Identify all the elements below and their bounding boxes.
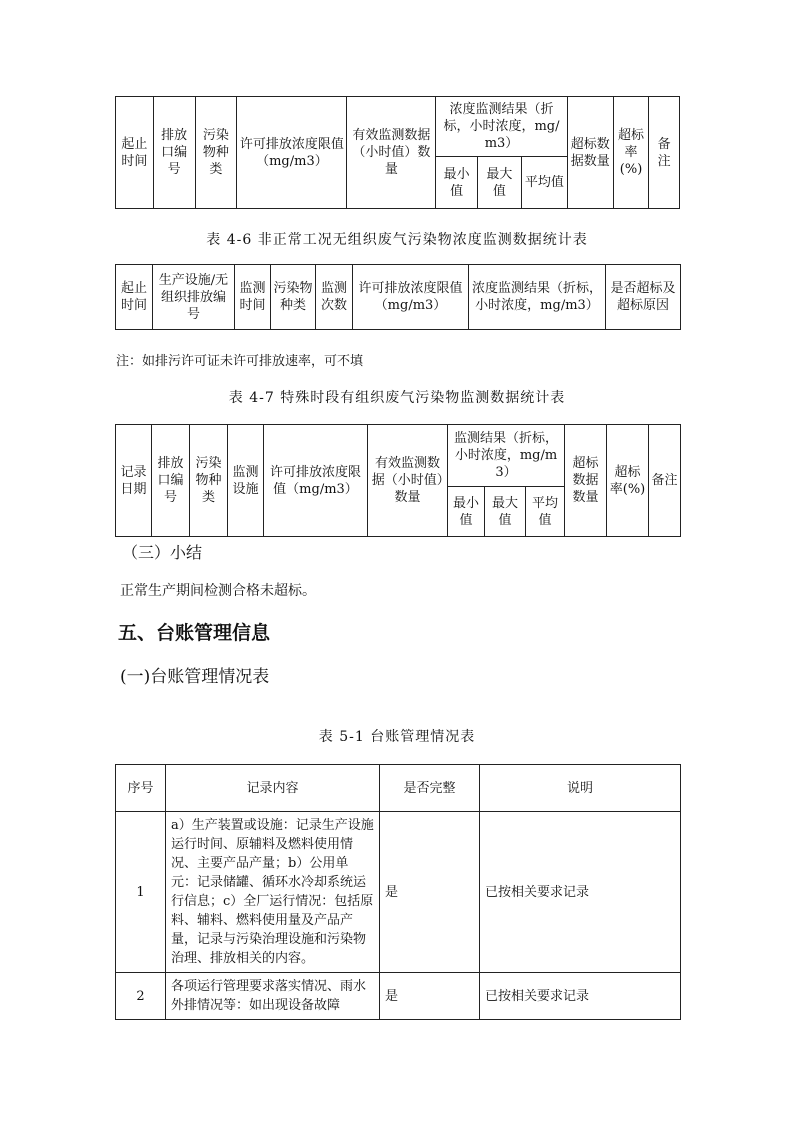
header-record-date: 记录日期 — [116, 425, 152, 537]
header-remark: 备注 — [649, 425, 681, 537]
header-exceed-rate: 超标率(%) — [613, 97, 649, 209]
header-result: 浓度监测结果（折标，小时浓度，mg/m3） — [436, 97, 568, 157]
header-start-time: 起止时间 — [116, 265, 153, 330]
header-monitor-count: 监测次数 — [316, 265, 353, 330]
summary-heading: （三）小结 — [122, 543, 203, 562]
header-no: 序号 — [116, 765, 166, 812]
row-complete: 是 — [380, 973, 480, 1020]
row-complete: 是 — [380, 812, 480, 973]
header-limit: 许可排放浓度限值（mg/m3） — [264, 425, 368, 537]
header-complete: 是否完整 — [380, 765, 480, 812]
table-4-6-caption: 表 4-6 非正常工况无组织废气污染物浓度监测数据统计表 — [206, 232, 588, 248]
row-content: a）生产装置或设施：记录生产设施运行时间、原辅料及燃料使用情况、主要产品产量；b）公用单元：记录储罐、循环水冷却系统运行信息；c）全厂运行情况：包括原料、辅料、燃料使用量及产品产量，记录与污染治理设施和污染物治理、排放相关的内容。 — [166, 812, 380, 973]
header-outlet-no: 排放口编号 — [152, 425, 190, 537]
header-max: 最大值 — [485, 487, 526, 537]
header-monitor-time: 监测时间 — [235, 265, 271, 330]
header-valid-data: 有效监测数据（小时值）数量 — [368, 425, 448, 537]
header-pollutant: 污染物种类 — [190, 425, 228, 537]
header-avg: 平均值 — [521, 157, 567, 209]
header-exceed: 是否超标及超标原因 — [606, 265, 681, 330]
table-4-6-note: 注：如排污许可证未许可排放速率，可不填 — [116, 354, 364, 369]
header-result: 浓度监测结果（折标，小时浓度，mg/m3） — [469, 265, 606, 330]
section-5-heading: 五、台账管理信息 — [118, 622, 271, 644]
row-no: 1 — [116, 812, 166, 973]
header-remark: 备注 — [649, 97, 680, 209]
header-avg: 平均值 — [526, 487, 565, 537]
table-4-6 — [115, 264, 681, 330]
table-4-7 — [115, 424, 681, 537]
header-result: 监测结果（折标，小时浓度，mg/m3） — [448, 425, 565, 487]
header-pollutant: 污染物种类 — [195, 97, 237, 209]
header-limit: 许可排放浓度限值（mg/m3） — [237, 97, 347, 209]
row-desc: 已按相关要求记录 — [480, 812, 681, 973]
table-5-1 — [115, 764, 681, 1020]
header-pollutant: 污染物种类 — [271, 265, 316, 330]
header-content: 记录内容 — [166, 765, 380, 812]
header-valid-data: 有效监测数据（小时值）数量 — [347, 97, 436, 209]
header-monitor-facility: 监测设施 — [228, 425, 264, 537]
row-content: 各项运行管理要求落实情况、雨水外排情况等：如出现设备故障 — [166, 973, 380, 1020]
table-row — [116, 812, 681, 973]
header-facility: 生产设施/无组织排放编号 — [153, 265, 235, 330]
header-start-time: 起止时间 — [116, 97, 154, 209]
table-top — [115, 96, 680, 209]
row-desc: 已按相关要求记录 — [480, 973, 681, 1020]
header-min: 最小值 — [448, 487, 485, 537]
header-limit: 许可排放浓度限值（mg/m3） — [353, 265, 469, 330]
summary-text: 正常生产期间检测合格未超标。 — [120, 583, 316, 599]
row-no: 2 — [116, 973, 166, 1020]
header-desc: 说明 — [480, 765, 681, 812]
header-exceed-count: 超标数据数量 — [567, 97, 613, 209]
table-row — [116, 973, 681, 1020]
section-5-subheading: (一)台账管理情况表 — [120, 667, 270, 687]
header-outlet-no: 排放口编号 — [153, 97, 195, 209]
header-min: 最小值 — [436, 157, 478, 209]
table-4-7-caption: 表 4-7 特殊时段有组织废气污染物监测数据统计表 — [228, 390, 566, 406]
table-5-1-caption: 表 5-1 台账管理情况表 — [318, 729, 476, 745]
header-exceed-rate: 超标率(%) — [607, 425, 649, 537]
header-max: 最大值 — [478, 157, 522, 209]
header-exceed-count: 超标数据数量 — [565, 425, 607, 537]
